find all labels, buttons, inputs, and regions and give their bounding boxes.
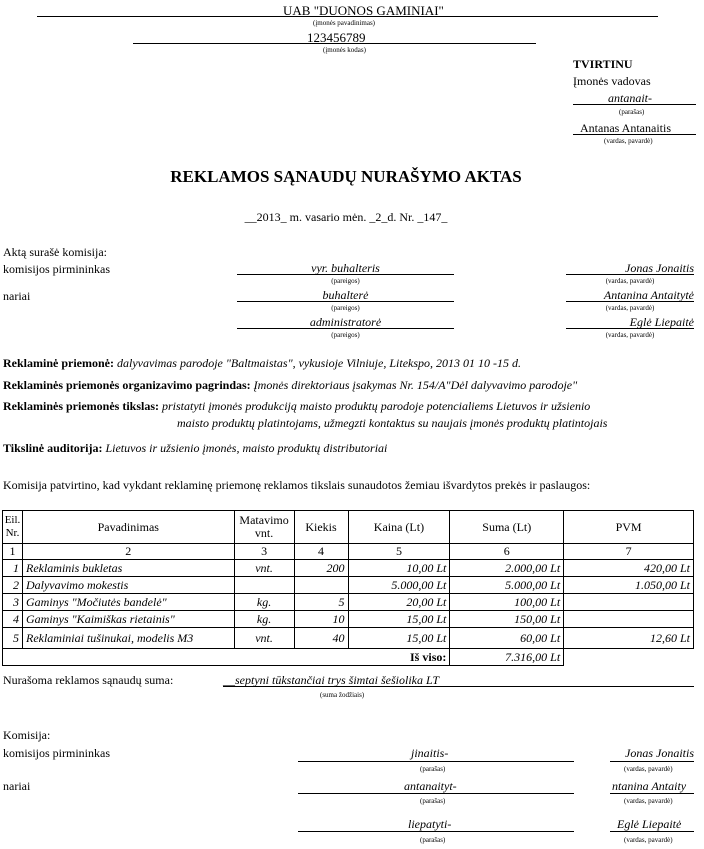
goal-label: Reklaminės priemonės tikslas: <box>3 399 159 413</box>
company-code: 123456789 <box>307 30 366 45</box>
member1-position: buhalterė <box>322 288 369 302</box>
cell-name: Dalyvavimo mokestis <box>22 577 234 594</box>
approval-signature: antanait- <box>608 91 652 105</box>
cell-nr: 2 <box>3 577 23 594</box>
table-row <box>3 594 694 611</box>
bottom-chair-name-line <box>610 761 694 762</box>
basis-label: Reklaminės priemonės organizavimo pagrindas: <box>3 378 251 392</box>
cell-nr: 3 <box>3 594 23 611</box>
header-unit: Matavimo vnt. <box>234 511 294 544</box>
chair-signature-line <box>298 761 574 762</box>
company-code-caption: (įmonės kodas) <box>323 46 366 54</box>
cell-name: Gaminys "Kaimiškas rietainis" <box>22 611 234 628</box>
commission-intro: Aktą surašė komisija: <box>3 245 107 259</box>
signature-caption: (parašas) <box>420 797 446 805</box>
column-number: 5 <box>348 544 450 560</box>
member2-signature: liepatyti- <box>408 817 452 831</box>
writeoff-label: Nurašoma reklamos sąnaudų suma: <box>3 673 174 687</box>
name-caption: (vardas, pavardė) <box>605 331 655 339</box>
total-label: Iš viso: <box>3 649 450 666</box>
column-number: 7 <box>564 544 694 560</box>
approval-signature-caption: (parašas) <box>619 108 645 116</box>
cell-vat <box>564 594 694 611</box>
cell-price: 5.000,00 Lt <box>348 577 450 594</box>
audience-value: Lietuvos ir užsienio įmonės, maisto produktų distributoriai <box>105 441 388 455</box>
goal-value-1: pristatyti įmonės produkciją maisto produktų parodoje potencialiems Lietuvos ir užsienio <box>162 399 591 413</box>
cell-unit: kg. <box>234 594 294 611</box>
bottom-name-caption: (vardas, pavardė) <box>624 765 673 773</box>
cell-price: 15,00 Lt <box>348 611 450 628</box>
member1-signature: antanaityt- <box>404 779 457 793</box>
company-name-caption: (įmonės pavadinimas) <box>313 19 376 27</box>
bottom-chair-label: komisijos pirmininkas <box>3 746 111 760</box>
document-title: REKLAMOS SĄNAUDŲ NURAŠYMO AKTAS <box>170 167 522 186</box>
cell-name: Reklaminis bukletas <box>22 560 234 577</box>
signature-caption: (parašas) <box>420 836 446 844</box>
cell-sum: 5.000,00 Lt <box>450 577 564 594</box>
basis-row <box>3 378 577 393</box>
writeoff-caption: (suma žodžiais) <box>320 691 365 699</box>
cell-qty: 5 <box>294 594 348 611</box>
chair-position: vyr. buhalteris <box>311 261 380 275</box>
cell-name: Gaminys "Močiutės bandelė" <box>22 594 234 611</box>
bottom-members-label: nariai <box>3 779 31 793</box>
goal-value-2: maisto produktų platintojams, užmegzti kontaktus su naujais įmonės produktų platintojais <box>177 416 608 430</box>
cell-unit <box>234 577 294 594</box>
document-date-line: __2013_ m. vasario mėn. _2_d. Nr. _147_ <box>244 210 448 224</box>
bottom-member1-name: ntanina Antaity <box>612 779 687 793</box>
cell-unit: kg. <box>234 611 294 628</box>
member1-name: Antanina Antaitytė <box>603 288 694 302</box>
name-caption: (vardas, pavardė) <box>605 277 655 285</box>
table-row <box>3 611 694 628</box>
table-row <box>3 577 694 594</box>
position-caption: (pareigos) <box>331 277 360 285</box>
total-empty-cell <box>564 649 694 666</box>
cell-nr: 5 <box>3 628 23 649</box>
cell-sum: 2.000,00 Lt <box>450 560 564 577</box>
bottom-name-caption: (vardas, pavardė) <box>624 797 673 805</box>
audience-label: Tikslinė auditorija: <box>3 441 103 455</box>
cell-name: Reklaminiai tušinukai, modelis M3 <box>22 628 234 649</box>
table-row <box>3 560 694 577</box>
cell-sum: 150,00 Lt <box>450 611 564 628</box>
bottom-chair-name: Jonas Jonaitis <box>625 746 694 760</box>
column-number: 6 <box>450 544 564 560</box>
cell-sum: 60,00 Lt <box>450 628 564 649</box>
cell-vat <box>564 611 694 628</box>
cell-unit: vnt. <box>234 628 294 649</box>
total-row <box>3 649 694 666</box>
means-row <box>3 356 521 371</box>
total-value: 7.316,00 Lt <box>450 649 564 666</box>
items-table <box>2 510 694 666</box>
approval-title: TVIRTINU <box>573 57 633 71</box>
position-caption: (pareigos) <box>331 304 360 312</box>
name-caption: (vardas, pavardė) <box>605 304 655 312</box>
column-number: 3 <box>234 544 294 560</box>
bottom-name-caption: (vardas, pavardė) <box>624 836 673 844</box>
chair-label: komisijos pirmininkas <box>3 262 111 276</box>
header-qty: Kiekis <box>294 511 348 544</box>
commission-bottom-intro: Komisija: <box>3 728 51 742</box>
approval-name: Antanas Antanaitis <box>580 121 671 135</box>
cell-price: 10,00 Lt <box>348 560 450 577</box>
header-sum: Suma (Lt) <box>450 511 564 544</box>
approval-name-caption: (vardas, pavardė) <box>604 137 653 145</box>
cell-qty: 40 <box>294 628 348 649</box>
cell-nr: 1 <box>3 560 23 577</box>
audience-row <box>3 441 387 456</box>
header-price: Kaina (Lt) <box>348 511 450 544</box>
header-nr: Eil. Nr. <box>3 511 23 544</box>
approval-role: Įmonės vadovas <box>573 74 651 88</box>
signature-caption: (parašas) <box>420 765 446 773</box>
cell-unit: vnt. <box>234 560 294 577</box>
cell-price: 20,00 Lt <box>348 594 450 611</box>
column-number: 4 <box>294 544 348 560</box>
chair-name: Jonas Jonaitis <box>625 261 694 275</box>
column-number: 1 <box>3 544 23 560</box>
cell-qty: 10 <box>294 611 348 628</box>
cell-sum: 100,00 Lt <box>450 594 564 611</box>
column-number: 2 <box>22 544 234 560</box>
member2-position: administratorė <box>309 315 382 329</box>
cell-vat: 420,00 Lt <box>564 560 694 577</box>
statement: Komisija patvirtino, kad vykdant reklaminę priemonę reklamos tikslais sunaudotos žemiau išvardytos prekės ir paslaugos: <box>3 478 591 492</box>
column-number-row <box>3 544 694 560</box>
means-label: Reklaminė priemonė: <box>3 356 114 370</box>
cell-price: 15,00 Lt <box>348 628 450 649</box>
members-label: nariai <box>3 289 31 303</box>
position-caption: (pareigos) <box>331 331 360 339</box>
header-vat: PVM <box>564 511 694 544</box>
means-value: dalyvavimas parodoje "Baltmaistas", vykusioje Vilniuje, Litekspo, 2013 01 10 -15 d. <box>116 356 522 370</box>
member2-name: Eglė Liepaitė <box>629 315 694 329</box>
goal-row <box>3 399 590 414</box>
bottom-member2-name: Eglė Liepaitė <box>617 817 682 831</box>
basis-value: Įmonės direktoriaus įsakymas Nr. 154/A"Dėl dalyvavimo parodoje" <box>253 378 578 392</box>
cell-qty: 200 <box>294 560 348 577</box>
chair-signature: jinaitis- <box>411 746 449 760</box>
cell-qty <box>294 577 348 594</box>
table-header-row <box>3 511 694 544</box>
header-name: Pavadinimas <box>22 511 234 544</box>
writeoff-value: __septyni tūkstančiai trys šimtai šešiolika LT <box>223 673 440 687</box>
company-name: UAB "DUONOS GAMINIAI" <box>283 3 444 18</box>
cell-nr: 4 <box>3 611 23 628</box>
cell-vat: 12,60 Lt <box>564 628 694 649</box>
table-row <box>3 628 694 649</box>
cell-vat: 1.050,00 Lt <box>564 577 694 594</box>
